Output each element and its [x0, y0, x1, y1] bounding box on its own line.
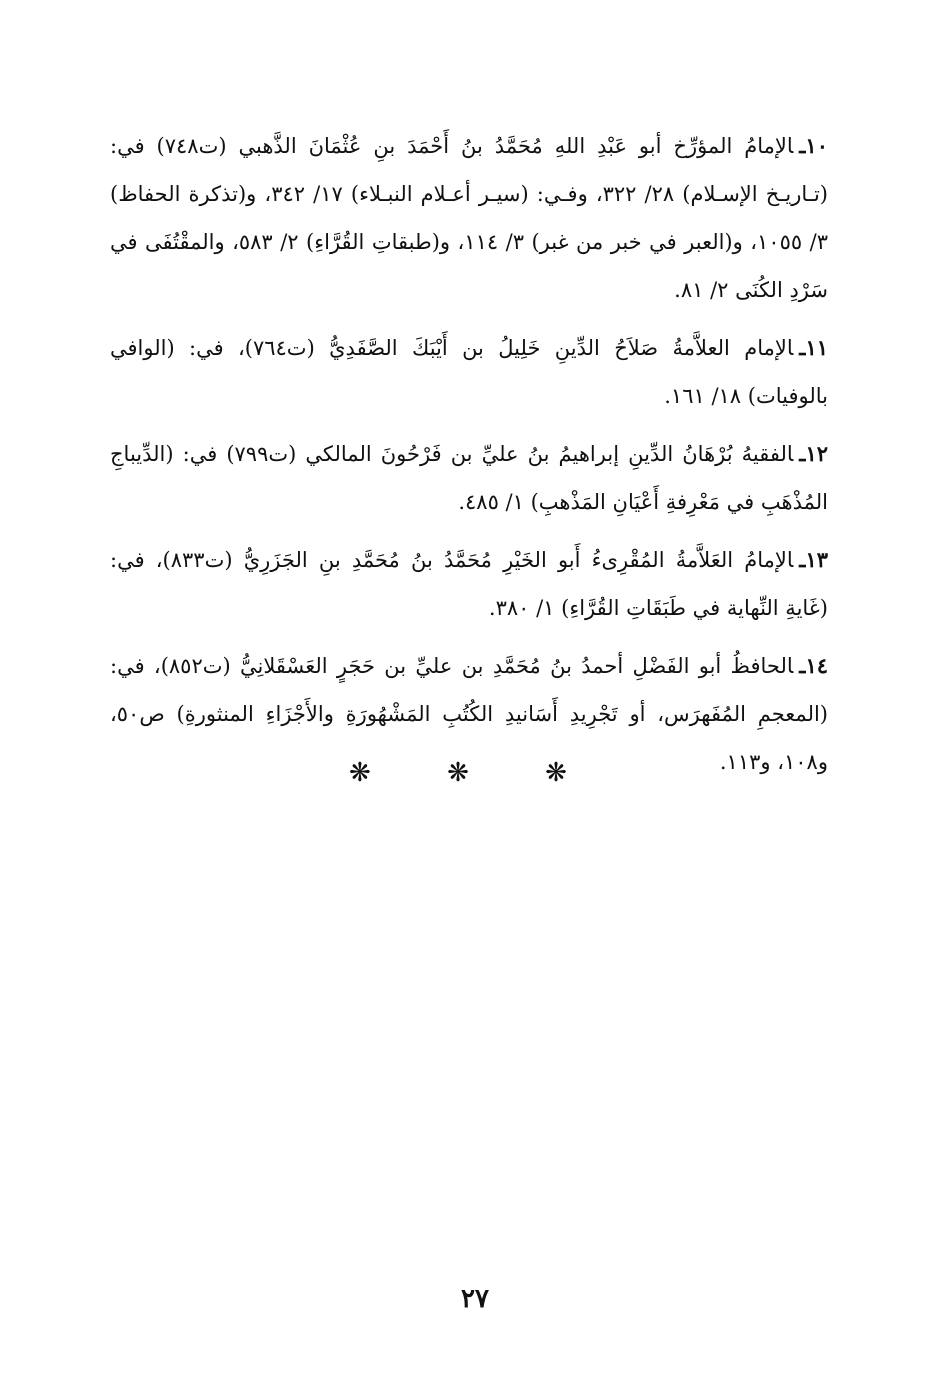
entry-text: الإمام العلاَّمةُ صَلاَحُ الدِّينِ خَلِيلُ بن أَيْبَكَ الصَّفَدِيُّ (ت٧٦٤)، في: (الوافي بالوفيات) ١٨/ ١٦١.	[110, 336, 828, 408]
entry-number: ١٤ـ	[799, 653, 829, 678]
entry-number: ١٣ـ	[799, 547, 828, 572]
entry-text: الإمامُ العَلاَّمةُ المُقْرِىءُ أَبو الخَيْرِ مُحَمَّدُ بنُ مُحَمَّدِ بنِ الجَزَرِيُّ (ت٨٣٣)، في: (غَايةِ النِّهاية في طَبَقَاتِ القُرَّاءِ) ١/ ٣٨٠.	[110, 548, 828, 620]
section-separator-ornament: ❋ ❋ ❋	[349, 758, 601, 788]
entry-11	[110, 324, 828, 420]
entry-12	[110, 430, 828, 526]
entry-10	[110, 122, 828, 314]
entry-number: ١٠ـ	[799, 133, 828, 158]
entry-13	[110, 536, 828, 632]
entry-text: الإمامُ المؤرِّخ أبو عَبْدِ اللهِ مُحَمَّدُ بنُ أَحْمَدَ بنِ عُثْمَانَ الذَّهبي (ت٧٤٨) في: (تـاريـخ الإسـلام) ٢٨/ ٣٢٢، وفـي: (سيـر أعـلام النبـلاء) ١٧/ ٣٤٢، و(تذكرة الحفاظ) ٣/ ١٠٥٥، و(العبر في خبر من غبر) ٣/ ١١٤، و(طبقاتِ القُرَّاءِ) ٢/ ٥٨٣، والمقْتُفَى في سَرْدِ الكُنَى ٢/ ٨١.	[110, 134, 828, 302]
entry-number: ١٢ـ	[799, 441, 828, 466]
entry-text: الحافظُ أبو الفَضْلِ أحمدُ بنُ مُحَمَّدِ بن عليِّ بن حَجَرٍ العَسْقَلانِيُّ (ت٨٥٢)، في: (المعجمِ المُفَهرَس، أو تَجْرِيدِ أَسَانيدِ الكُتُبِ المَشْهُورَةِ والأَجْزَاءِ المنثورةِ) ص٥٠، و١٠٨، و١١٣.	[110, 654, 828, 774]
entry-number: ١١ـ	[799, 335, 828, 360]
entries-list	[110, 122, 828, 796]
entry-text: الفقيهُ بُرْهَانُ الدِّينِ إبراهيمُ بنُ عليِّ بن فَرْحُونَ المالكي (ت٧٩٩) في: (الدِّيباجِ المُذْهَبِ في مَعْرِفةِ أَعْيَانِ المَذْهبِ) ١/ ٤٨٥.	[110, 442, 828, 514]
page-number: ٢٧	[461, 1284, 489, 1314]
